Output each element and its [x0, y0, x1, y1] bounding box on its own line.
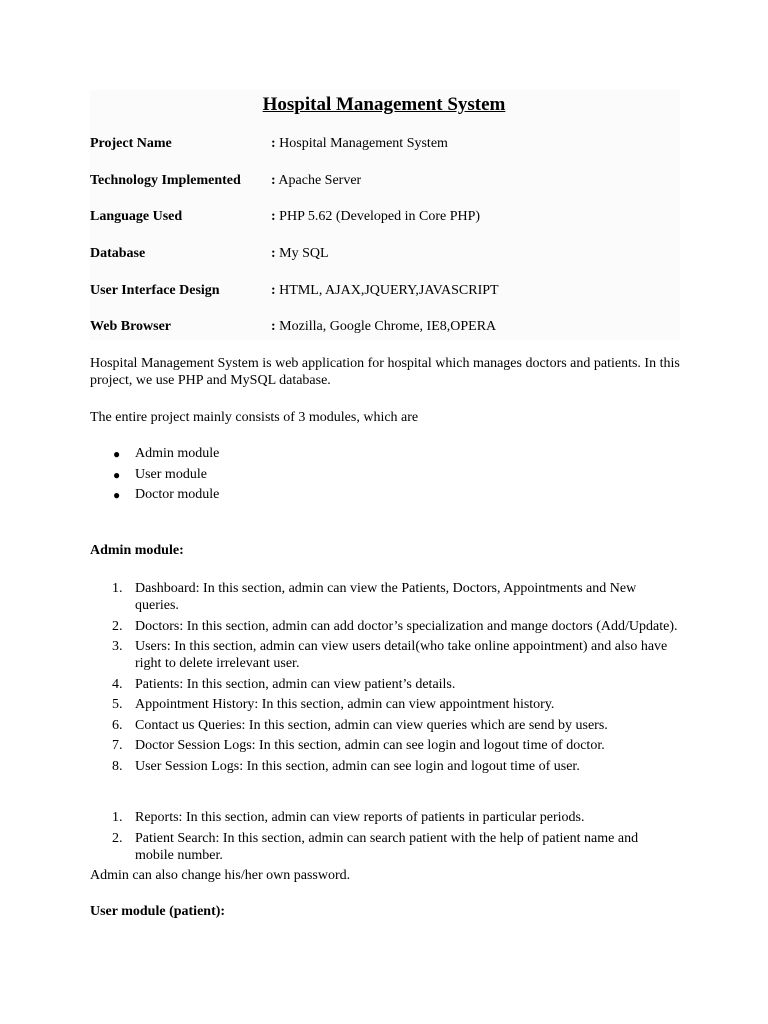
info-value-text: Apache Server: [278, 173, 362, 188]
info-value: : Apache Server: [271, 173, 362, 188]
module-name: Admin module: [135, 446, 220, 461]
modules-intro: The entire project mainly consists of 3 modules, which are: [90, 410, 419, 425]
list-item: 7. Doctor Session Logs: In this section, admin can see login and logout time of doctor.: [112, 738, 605, 753]
admin-item-text: User Session Logs: In this section, admin can see login and logout time of user.: [135, 758, 580, 774]
list-item: 2. Patient Search: In this section, admin can search patient with the help of patient name and mobile number.: [112, 830, 639, 863]
list-item: [90, 485, 219, 506]
list-item: 1. Reports: In this section, admin can view reports of patients in particular periods.: [112, 810, 585, 825]
list-item: 1. Dashboard: In this section, admin can view the Patients, Doctors, Appointments and New queries.: [112, 581, 637, 613]
list-item: 3. Users: In this section, admin can view users detail(who take online appointment) and also have right to delete irrelevant user.: [112, 639, 668, 671]
info-value: : Mozilla, Google Chrome, IE8,OPERA: [271, 319, 497, 334]
intro-paragraph: Hospital Management System is web application for hospital which manages doctors and patients. In this project, we use PHP and MySQL database.: [90, 356, 680, 388]
info-value: : My SQL: [271, 246, 329, 261]
bullet-icon: ●: [113, 488, 121, 502]
info-value-text: HTML, AJAX,JQUERY,JAVASCRIPT: [279, 283, 499, 298]
info-value: : PHP 5.62 (Developed in Core PHP): [271, 209, 481, 224]
list-item: 8. User Session Logs: In this section, admin can see login and logout time of user.: [112, 758, 580, 774]
info-label: Web Browser: [90, 319, 172, 334]
module-name: Doctor module: [135, 487, 220, 502]
info-value-text: PHP 5.62 (Developed in Core PHP): [279, 209, 481, 224]
admin-item-text: Doctors: In this section, admin can add doctor’s specialization and mange doctors (Add/Update).: [135, 618, 678, 634]
list-item: 5. Appointment History: In this section, admin can view appointment history.: [112, 697, 555, 712]
list-item: [90, 465, 219, 486]
list-item: 2. Doctors: In this section, admin can add doctor’s specialization and mange doctors (Add/Update).: [112, 618, 678, 634]
info-label: Database: [90, 246, 146, 261]
list-item: 4. Patients: In this section, admin can view patient’s details.: [112, 676, 456, 692]
admin-item-text: Users: In this section, admin can view users detail(who take online appointment) and also have right to delete irrelevant user.: [135, 639, 668, 671]
module-name: User module: [135, 466, 207, 482]
info-label: Language Used: [90, 209, 183, 224]
document-title: Hospital Management System: [262, 94, 506, 115]
info-label: Technology Implemented: [90, 173, 241, 188]
admin-item-text: Contact us Queries: In this section, admin can view queries which are send by users.: [135, 717, 608, 733]
info-value: : Hospital Management System: [271, 136, 448, 151]
admin-items-list: [90, 580, 680, 778]
info-value-text: My SQL: [279, 246, 329, 261]
admin-item-text: Appointment History: In this section, admin can view appointment history.: [135, 697, 555, 712]
admin-items-list-2: [90, 809, 680, 867]
list-item: [90, 444, 219, 465]
list-item: 6. Contact us Queries: In this section, admin can view queries which are send by users.: [112, 717, 608, 733]
bullet-icon: ●: [113, 467, 121, 482]
modules-list: [90, 444, 219, 506]
admin-item-text: Doctor Session Logs: In this section, admin can see login and logout time of doctor.: [135, 738, 605, 753]
info-label: Project Name: [90, 136, 172, 151]
admin-item-text: Reports: In this section, admin can view reports of patients in particular periods.: [135, 810, 585, 825]
info-value-text: Hospital Management System: [279, 136, 448, 151]
admin-password-note: Admin can also change his/her own password.: [90, 868, 351, 883]
admin-item-text: Patients: In this section, admin can view patient’s details.: [135, 676, 456, 692]
user-module-heading: User module (patient):: [90, 904, 226, 919]
admin-item-text: Patient Search: In this section, admin can search patient with the help of patient name and mobile number.: [135, 830, 639, 863]
info-label: User Interface Design: [90, 283, 220, 298]
admin-item-text: Dashboard: In this section, admin can view the Patients, Doctors, Appointments and New queries.: [135, 581, 637, 613]
admin-module-heading: Admin module:: [90, 543, 184, 558]
info-value-text: Mozilla, Google Chrome, IE8,OPERA: [279, 319, 497, 334]
info-value: : HTML, AJAX,JQUERY,JAVASCRIPT: [271, 283, 499, 298]
bullet-icon: ●: [113, 447, 121, 461]
